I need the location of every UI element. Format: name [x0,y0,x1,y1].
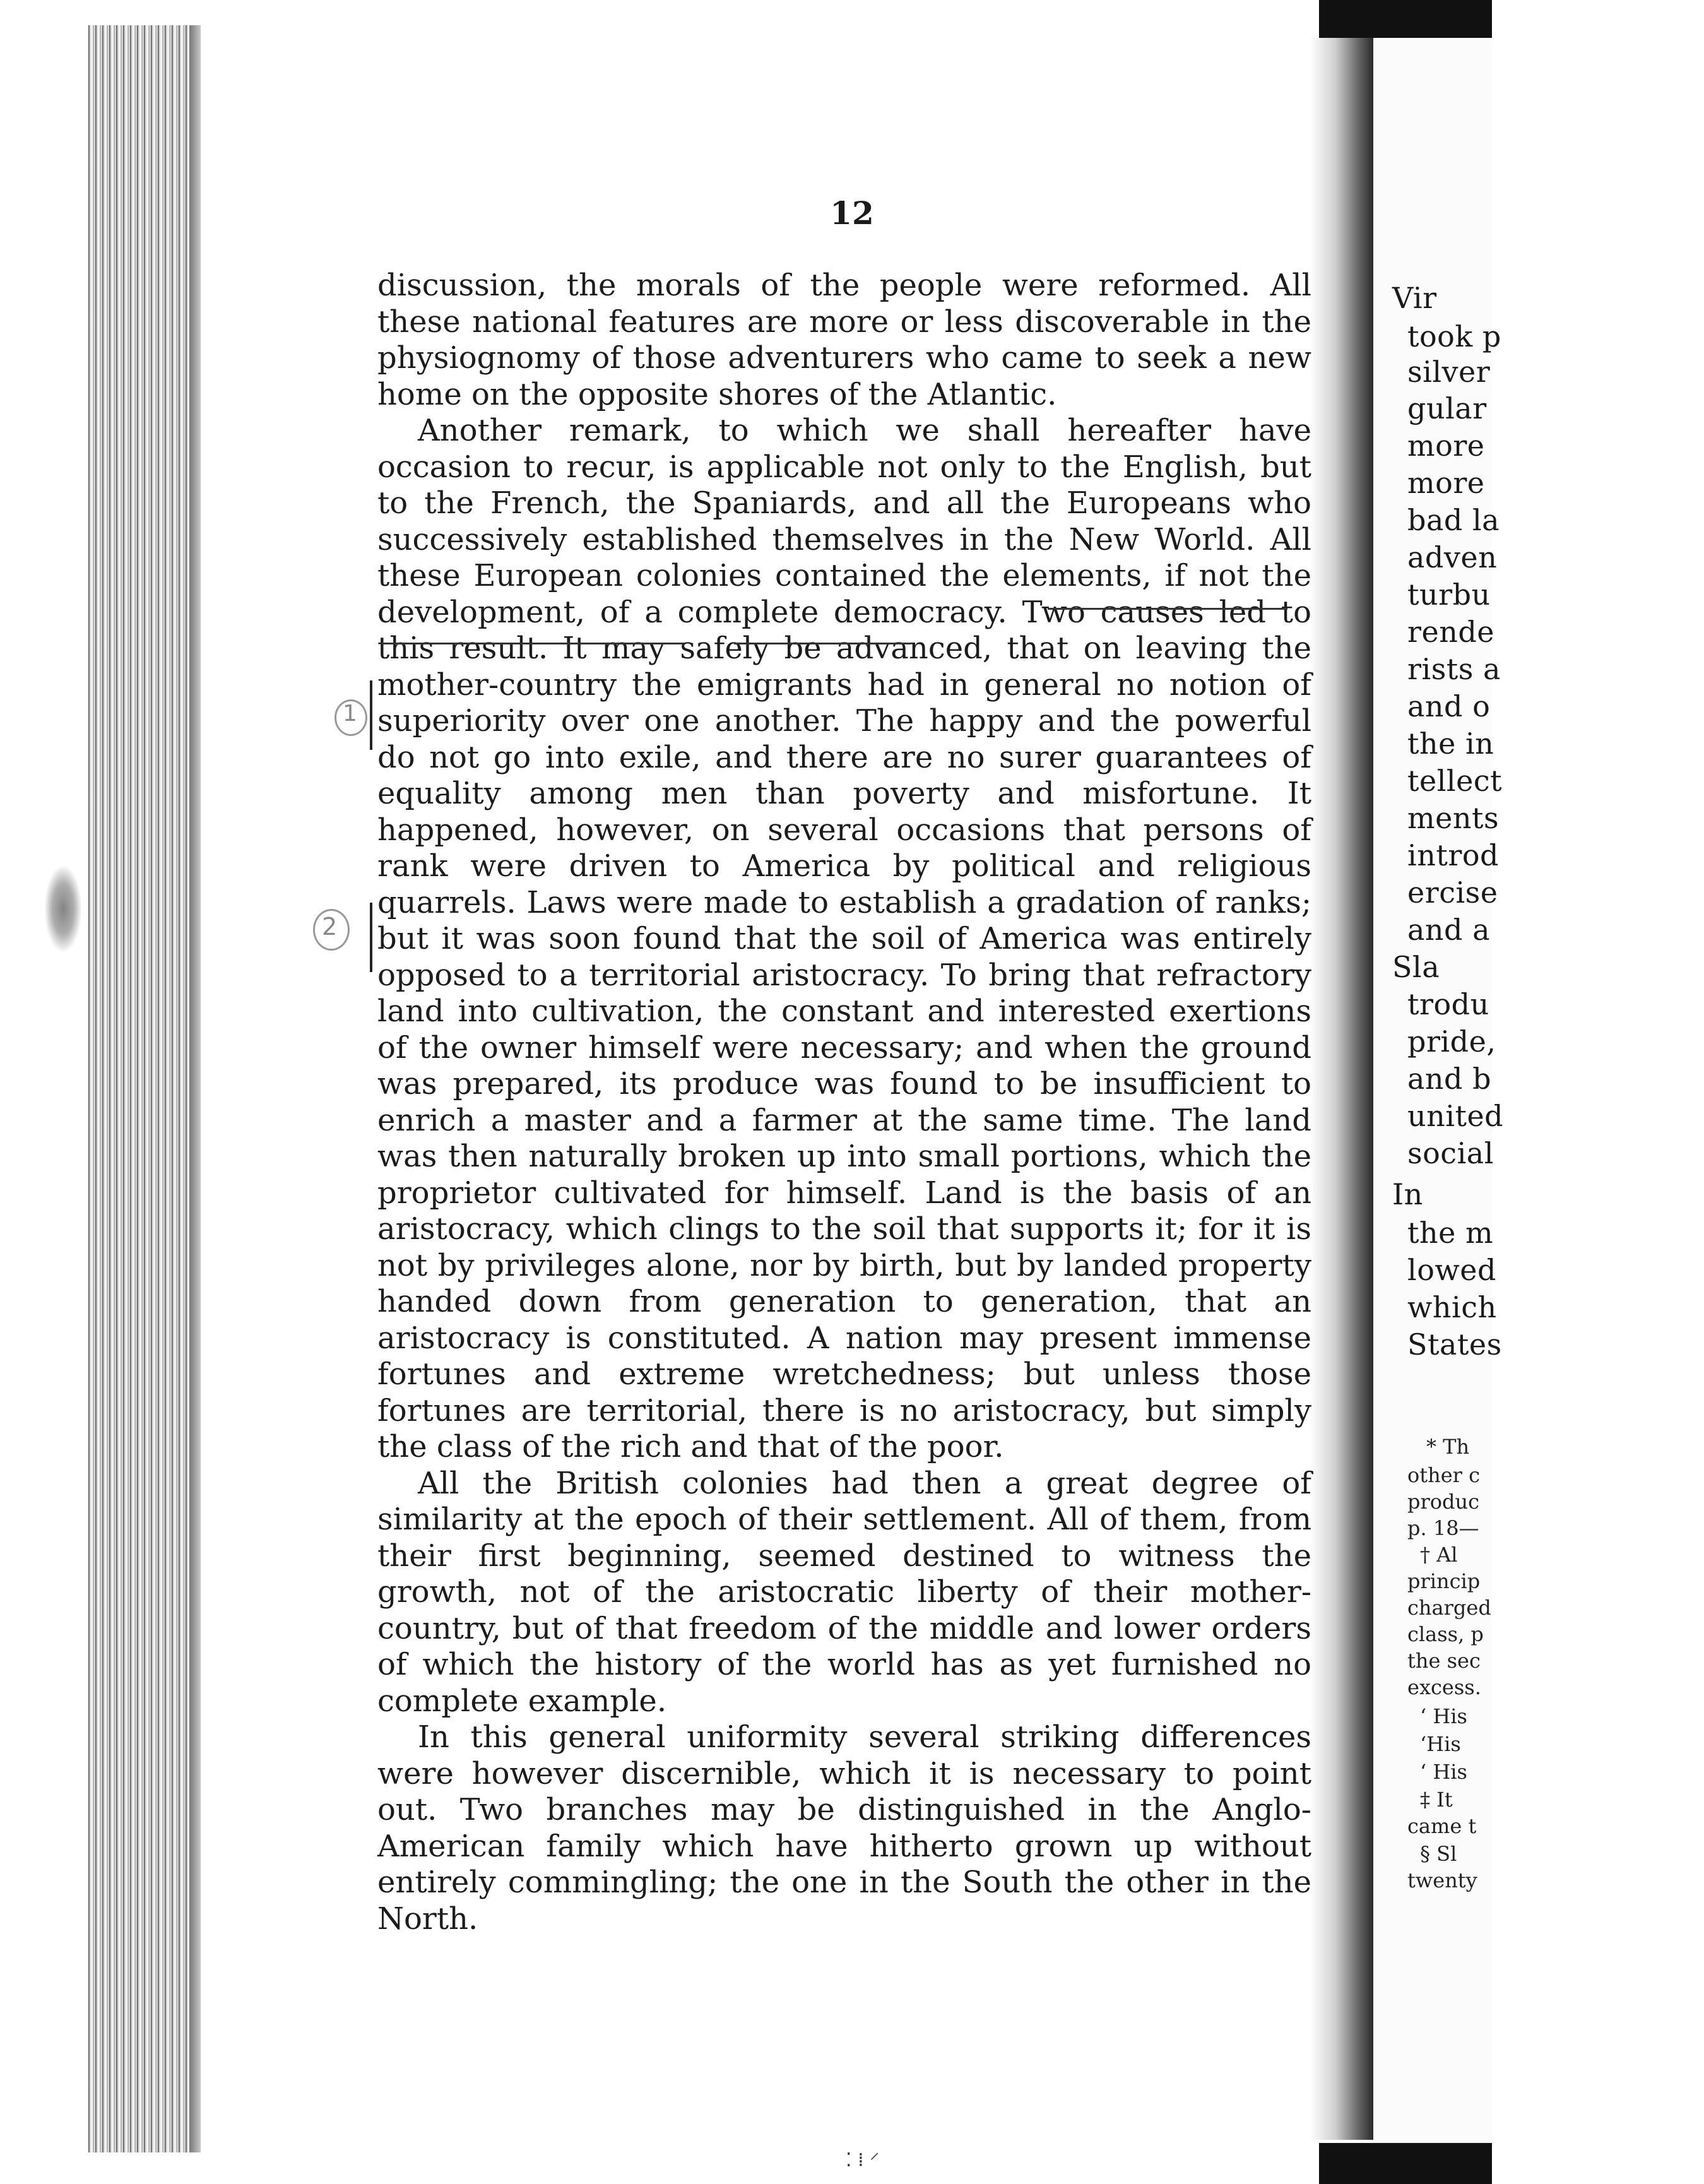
facing-line: and o [1407,689,1491,723]
facing-footnote: ‡ It [1420,1788,1453,1812]
facing-line: took p [1407,319,1501,353]
pencil-underline [381,643,684,644]
facing-line: which [1407,1290,1497,1324]
facing-line: rists a [1407,652,1501,686]
facing-line: and b [1407,1062,1492,1096]
facing-footnote: twenty [1407,1868,1477,1892]
facing-line: introd [1407,838,1499,872]
pencil-underline [734,643,911,644]
facing-footnote: ‘ His [1420,1704,1467,1728]
facing-line: ments [1407,801,1500,835]
scan-border-bottom [1319,2143,1492,2184]
page-number: 12 [830,194,874,232]
facing-footnote: charged [1407,1596,1491,1620]
facing-footnote: produc [1407,1490,1480,1514]
facing-line: gular [1407,391,1487,425]
page-gutter [1310,38,1373,2140]
facing-footnote: ‘ His [1420,1760,1467,1784]
facing-footnote: class, p [1407,1622,1484,1646]
ink-smudge [44,865,82,953]
facing-line: bad la [1407,503,1500,537]
facing-line: more [1407,466,1485,500]
paragraph: In this general uniformity several striking differences were however discernible, which it is necessary to point out. Two branches may be distinguished in the Anglo-American family which have hitherto grown up without entirely commingling; the one in the South the other in the North. [377,1719,1311,1937]
paragraph: discussion, the morals of the people were reformed. All these national features are more or less discoverable in the physiognomy of those adventurers who came to seek a new home on the opposite shores of the Atlantic. [377,268,1311,412]
facing-line: united [1407,1099,1504,1133]
facing-line: ercise [1407,875,1498,910]
paragraph: All the British colonies had then a great degree of similarity at the epoch of their settlement. All of them, from their first beginning, seemed destined to witness the growth, not of the aristocratic liberty of their mother-country, but of that freedom of the middle and lower orders of which the history of the world has as yet furnished no complete example. [377,1465,1311,1719]
facing-footnote: ‘His [1420,1732,1461,1756]
pencil-number-annotation: 1 [343,701,357,727]
facing-line: trodu [1407,987,1489,1021]
facing-footnote: † Al [1420,1543,1458,1567]
facing-line: and a [1407,913,1491,947]
facing-page [1373,38,1504,2143]
facing-line: the in [1407,727,1494,761]
pencil-underline [1048,608,1287,610]
scan-border-top [1319,0,1492,38]
scan-specks: ⁚ ⁞ ⸍ [846,2149,880,2171]
facing-footnote: excess. [1407,1675,1481,1699]
facing-line: turbu [1407,578,1491,612]
facing-line: tellect [1407,764,1503,798]
facing-line: lowed [1407,1253,1496,1287]
margin-bracket [370,680,372,750]
facing-line: adven [1407,540,1498,574]
facing-line: Sla [1392,950,1440,984]
facing-footnote: * Th [1426,1435,1470,1459]
facing-footnote: princip [1407,1569,1481,1593]
facing-footnote: other c [1407,1463,1481,1487]
paragraph: Another remark, to which we shall hereafter have occasion to recur, is applicable not only to the English, but to the French, the Spaniards, and all the Europeans who successively established themselves in the New World. All these European colonies contained the elements, if not the development, of a complete democracy. Two causes led to this result. It may safely be advanced, that on leaving the mother-country the emigrants had in general no notion of superiority over one another. The happy and the powerful do not go into exile, and there are no surer guarantees of equality among men than poverty and misfortune. It happened, however, on several occasions that persons of rank were driven to America by political and religious quarrels. Laws were made to establish a gradation of ranks; but it was soon found that the soil of America was entirely opposed to a territorial aristocracy. To bring that refractory land into cultivation, the constant and interested exertions of the owner himself were necessary; and when the ground was prepared, its produce was found to be insufficient to enrich a master and a farmer at the same time. The land was then naturally broken up into small portions, which the proprietor cultivated for himself. Land is the basis of an aristocracy, which clings to the soil that supports it; for it is not by privileges alone, nor by birth, but by landed property handed down from generation to generation, that an aristocracy is constituted. A nation may present immense fortunes and extreme wretchedness; but unless those fortunes are territorial, there is no aristocracy, but simply the class of the rich and that of the poor. [377,413,1311,1464]
facing-line: pride, [1407,1024,1496,1059]
facing-footnote: p. 18— [1407,1516,1479,1540]
facing-footnote: came t [1407,1814,1477,1838]
facing-line: In [1392,1177,1423,1211]
facing-line: rende [1407,615,1495,649]
facing-footnote: the sec [1407,1649,1481,1673]
facing-line: States [1407,1327,1502,1362]
page-block-edge [88,25,199,2152]
facing-line: the m [1407,1216,1494,1250]
body-text [377,268,1311,1937]
facing-line: Vir [1392,281,1437,315]
pencil-number-annotation: 2 [322,913,338,941]
facing-line: silver [1407,355,1491,389]
facing-line: more [1407,429,1485,463]
margin-bracket [370,903,372,972]
facing-footnote: § Sl [1420,1842,1457,1866]
facing-line: social [1407,1136,1494,1170]
